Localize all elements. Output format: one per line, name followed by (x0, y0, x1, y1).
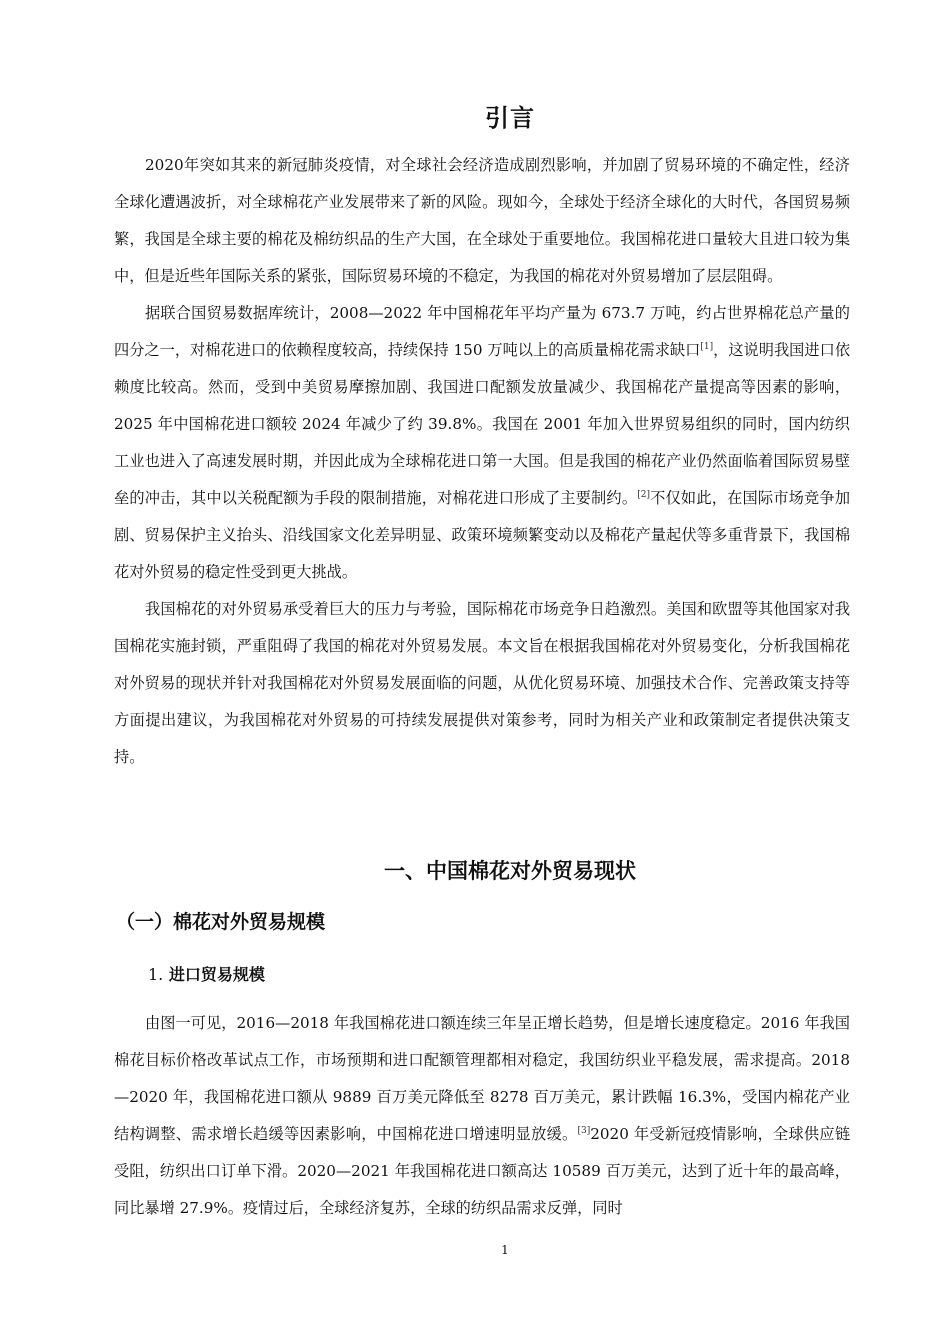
section-body (114, 1005, 850, 1227)
paragraph-text: 2020年突如其来的新冠肺炎疫情，对全球社会经济造成剧烈影响，并加剧了贸易环境的不确定性，经济全球化遭遇波折，对全球棉花产业发展带来了新的风险。现如今，全球处于经济全球化的大时代，各国贸易频繁，我国是全球主要的棉花及棉纺织品的生产大国，在全球处于重要地位。我国棉花进口量较大且进口较为集中，但是近些年国际关系的紧张，国际贸易环境的不稳定，为我国的棉花对外贸易增加了层层阻碍。 (114, 156, 850, 285)
subsection-heading: （一）棉花对外贸易规模 (116, 911, 326, 933)
page-number: 1 (501, 1243, 509, 1257)
citation-ref[interactable]: [1] (700, 342, 714, 352)
paragraph (114, 147, 850, 295)
paragraph-text: 2020 年受新冠疫情影响，全球供应链受阻，纺织出口订单下滑。2020—2021 年我国棉花进口额高达 10589 百万美元，达到了近十年的最高峰，同比暴增 27.9%。疫情过后，全球经济复苏，全球的纺织品需求反弹，同时 (114, 1125, 851, 1217)
heading-label: 进口贸易规模 (168, 965, 265, 984)
paragraph (114, 295, 850, 591)
paragraph-text: 由图一可见，2016—2018 年我国棉花进口额连续三年呈正增长趋势，但是增长速度稳定。2016 年我国棉花目标价格改革试点工作，市场预期和进口配额管理都相对稳定，我国纺织业平稳发展，需求提高。2018—2020 年，我国棉花进口额从 9889 百万美元降低至 8278 百万美元，累计跌幅 16.3%，受国内棉花产业结构调整、需求增长趋缓等因素影响，中国棉花进口增速明显放缓。 (114, 1014, 850, 1143)
paragraph-text: 不仅如此，在国际市场竞争加剧、贸易保护主义抬头、沿线国家文化差异明显、政策环境频繁变动以及棉花产量起伏等多重背景下，我国棉花对外贸易的稳定性受到更大挑战。 (114, 489, 851, 581)
paragraph-text: ，这说明我国进口依赖度比较高。然而，受到中美贸易摩擦加剧、我国进口配额发放量减少、我国棉花产量提高等因素的影响，2025 年中国棉花进口额较 2024 年减少了约 39.8%。我国在 2001 年加入世界贸易组织的同时，国内纺织工业也进入了高速发展时期，并因此成为全球棉花进口第一大国。但是我国的棉花产业仍然面临着国际贸易壁垒的冲击，其中以关税配额为手段的限制措施，对棉花进口形成了主要制约。 (114, 341, 851, 507)
page-title: 引言 (485, 104, 535, 132)
paragraph (114, 591, 850, 776)
paragraph-text: 据联合国贸易数据库统计，2008—2022 年中国棉花年平均产量为 673.7 万吨，约占世界棉花总产量的四分之一，对棉花进口的依赖程度较高，持续保持 150 万吨以上的高质量棉花需求缺口 (114, 304, 850, 359)
section-heading: 一、中国棉花对外贸易现状 (384, 859, 636, 883)
subsubsection-heading (148, 962, 265, 985)
paragraph-text: 我国棉花的对外贸易承受着巨大的压力与考验，国际棉花市场竞争日趋激烈。美国和欧盟等其他国家对我国棉花实施封锁，严重阻碍了我国的棉花对外贸易发展。本文旨在根据我国棉花对外贸易变化，分析我国棉花对外贸易的现状并针对我国棉花对外贸易发展面临的问题，从优化贸易环境、加强技术合作、完善政策支持等方面提出建议，为我国棉花对外贸易的可持续发展提供对策参考，同时为相关产业和政策制定者提供决策支持。 (114, 600, 850, 766)
citation-ref[interactable]: [3] (577, 1126, 591, 1136)
citation-ref[interactable]: [2] (637, 490, 650, 500)
paragraph (114, 1005, 850, 1227)
intro-body (114, 147, 850, 776)
heading-number: 1. (148, 965, 164, 984)
